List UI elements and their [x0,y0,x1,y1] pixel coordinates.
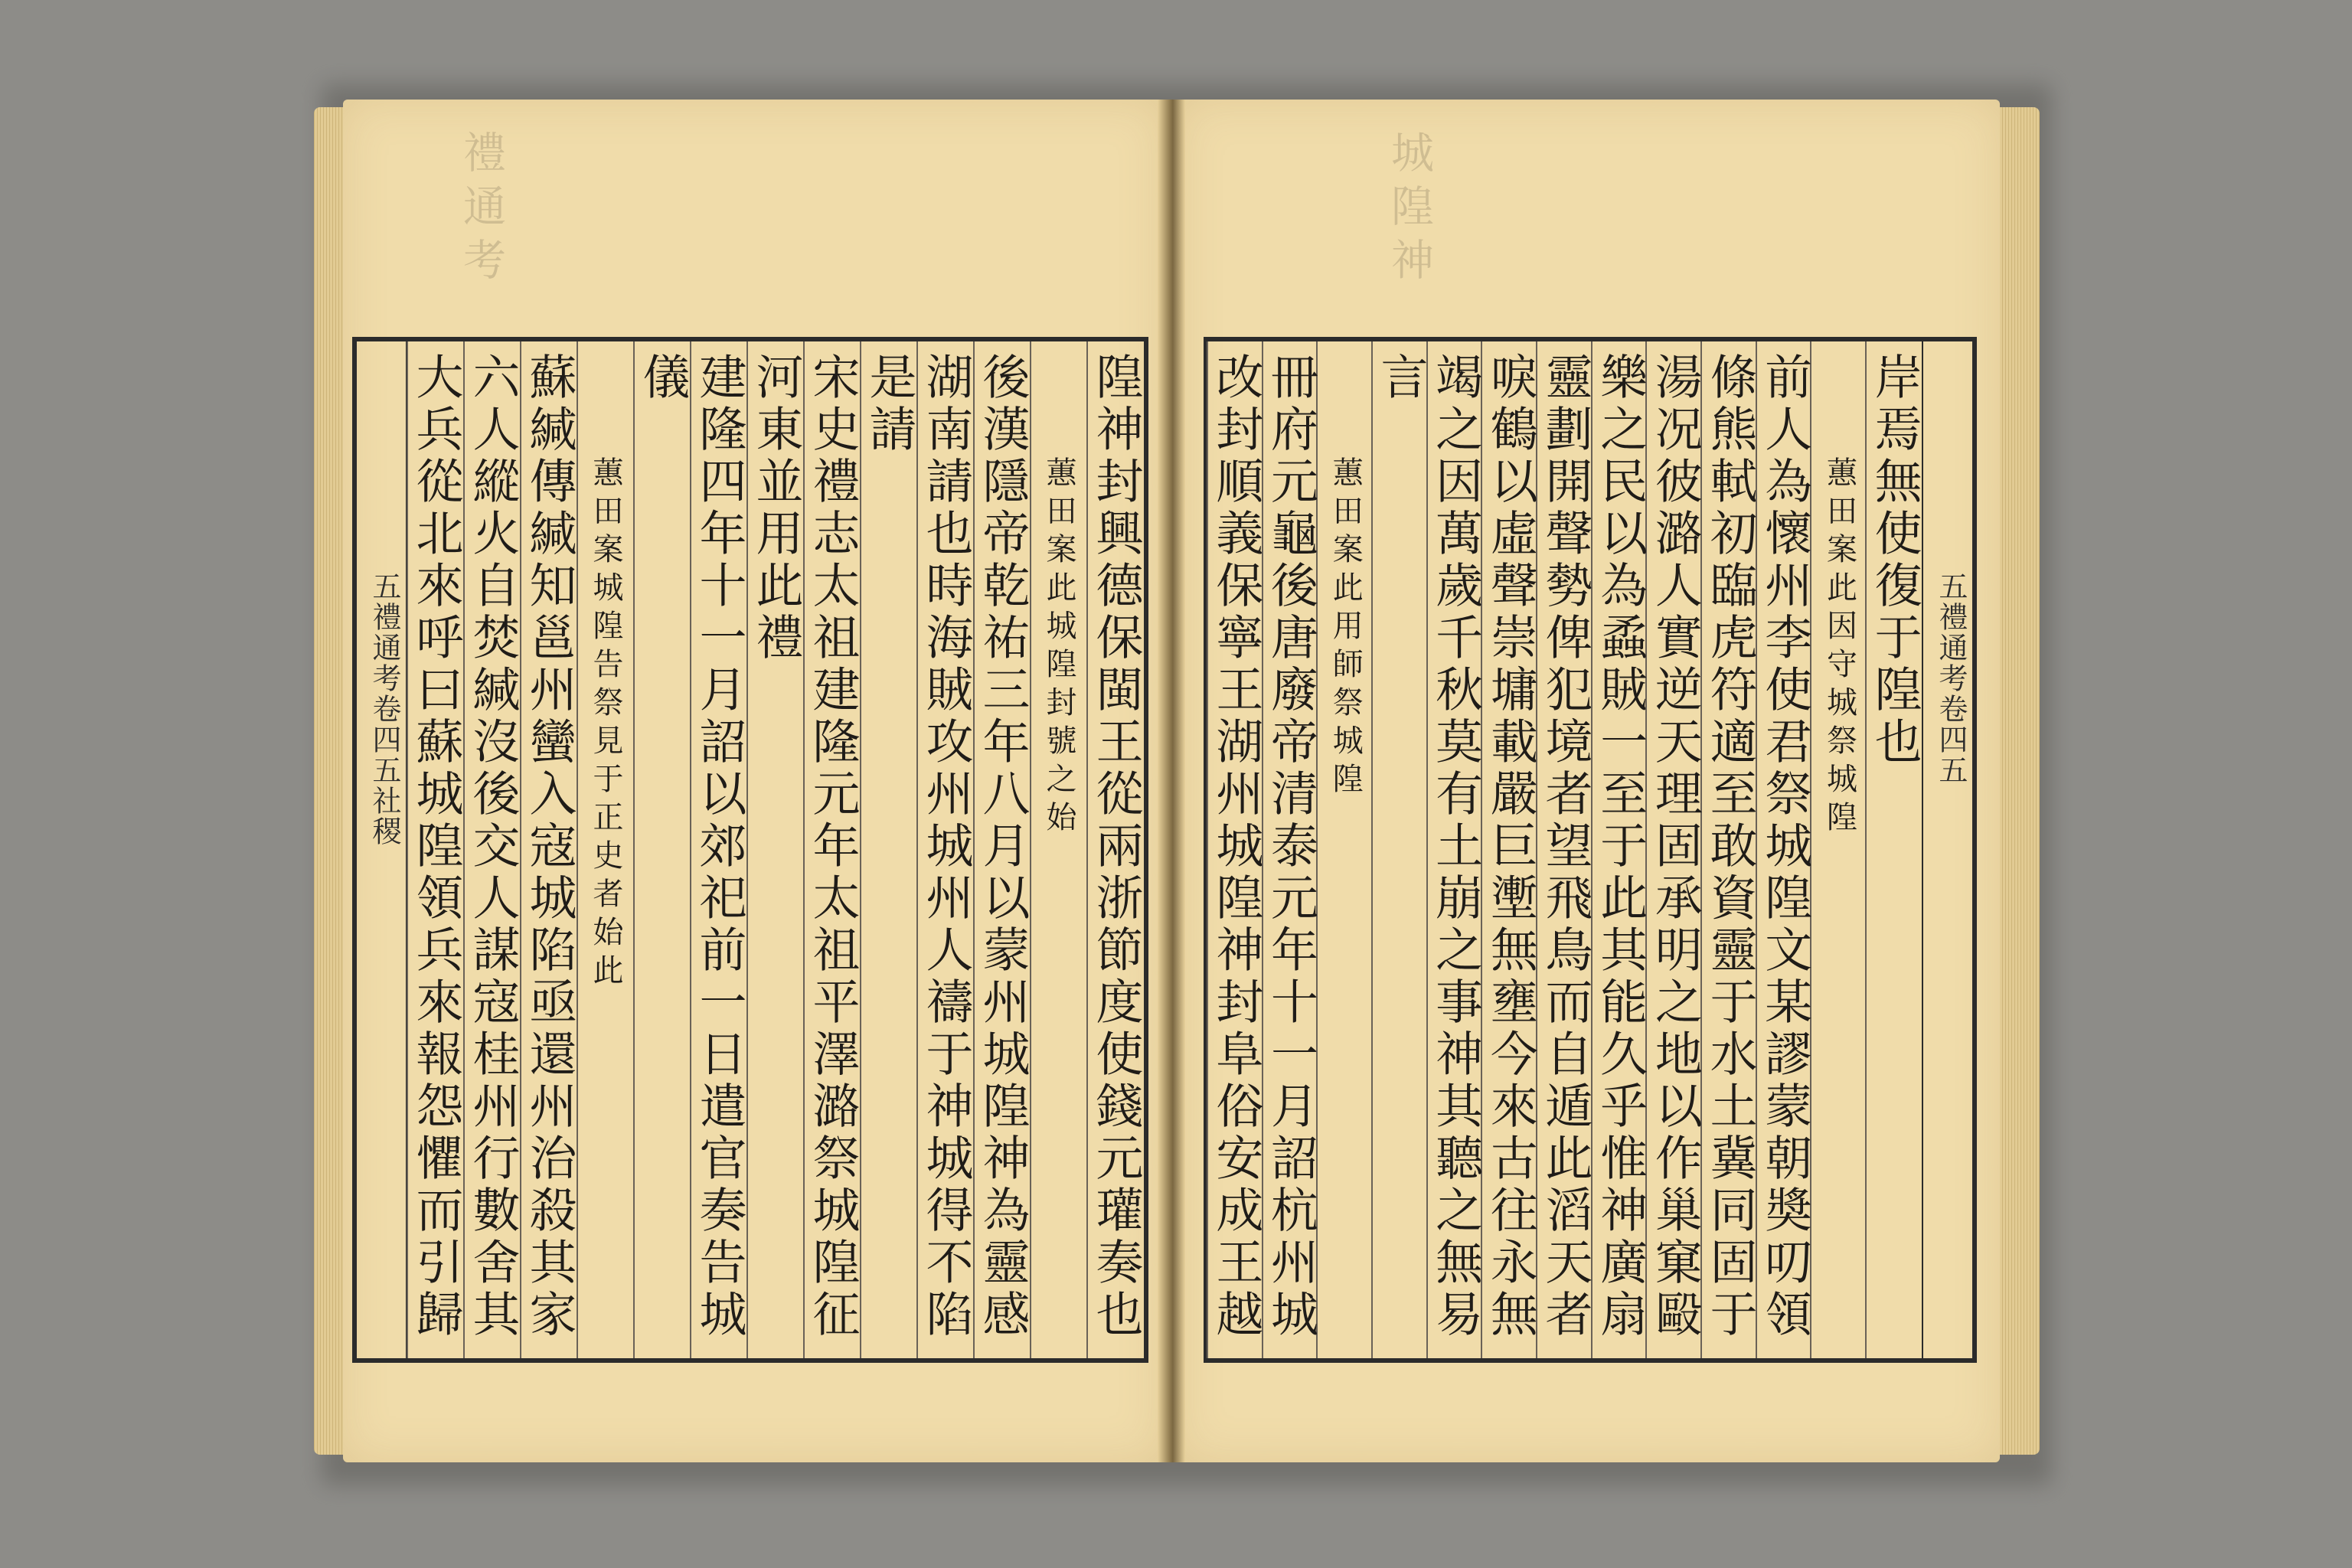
text-column: 竭之因萬歲千秋莫有土崩之事神其聽之無易 [1426,341,1485,1358]
text-column: 儀 [633,341,691,1358]
text-column: 六人縱火自焚緘沒後交人謀寇桂州行數舍其 [463,341,521,1358]
commentary-column [1316,341,1374,1358]
text-column: 湖南請也時海賊攻州城州人禱于神城得不陷 [916,341,975,1358]
right-spine-label: 五禮通考卷四五 [1922,341,1972,1358]
text-column: 樂之民以為蟊賊一至于此其能久乎惟神廣扇 [1591,341,1649,1358]
text-column: 是請 [860,341,918,1358]
text-column: 前人為懷州李使君祭城隍文某謬蒙朝奬叨領 [1756,341,1814,1358]
text-column: 湯况彼潞人實逆天理固承明之地以作巢窠毆 [1645,341,1704,1358]
bleed-through-text: 禮通考 [456,130,506,291]
bleed-through-text: 城隍神 [1384,130,1434,291]
text-column: 條熊軾初臨虎符適至敢資靈于水土冀同固于 [1700,341,1759,1358]
left-spine-label: 五禮通考卷四五社稷 [357,341,407,1358]
text-column: 靈劃開聲勢俾犯境者望飛鳥而自遁此滔天者 [1536,341,1594,1358]
text-column: 大兵從北來呼曰蘇城隍領兵來報怨懼而引歸 [407,341,465,1358]
commentary-text: 蕙田案此因守城祭城隍 [1821,456,1857,839]
text-column: 宋史禮志太祖建隆元年太祖平澤潞祭城隍征 [803,341,861,1358]
book-gutter [1158,100,1185,1462]
text-column: 蘇緘傳緘知邕州蠻入寇城陷亟還州治殺其家 [520,341,578,1358]
commentary-text: 蕙田案此用師祭城隍 [1328,456,1364,801]
text-column: 後漢隱帝乾祐三年八月以蒙州城隍神為靈感 [973,341,1031,1358]
page-edges-left [314,107,345,1455]
page-edges-right [2000,107,2040,1455]
text-column: 建隆四年十一月詔以郊祀前一日遣官奏告城 [690,341,748,1358]
text-column: 唳鶴以虛聲崇墉載嚴巨壍無壅今來古往永無 [1481,341,1539,1358]
left-text-frame [352,337,1148,1363]
text-column: 改封順義保寧王湖州城隍神封阜俗安成王越 [1207,341,1265,1358]
commentary-column [577,341,635,1358]
text-column: 隍神封興德保閩王從兩浙節度使錢元瓘奏也 [1086,341,1145,1358]
text-column: 河東並用此禮 [746,341,805,1358]
right-text-frame [1204,337,1977,1363]
text-column: 言 [1371,341,1429,1358]
commentary-text: 蕙田案城隍告祭見于正史者始此 [588,456,623,992]
commentary-column [1030,341,1088,1358]
text-column: 岸焉無使復于隍也 [1865,341,1923,1358]
commentary-text: 蕙田案此城隍封號之始 [1041,456,1076,839]
text-column: 冊府元龜後唐廢帝清泰元年十一月詔杭州城 [1262,341,1320,1358]
commentary-column [1810,341,1868,1358]
